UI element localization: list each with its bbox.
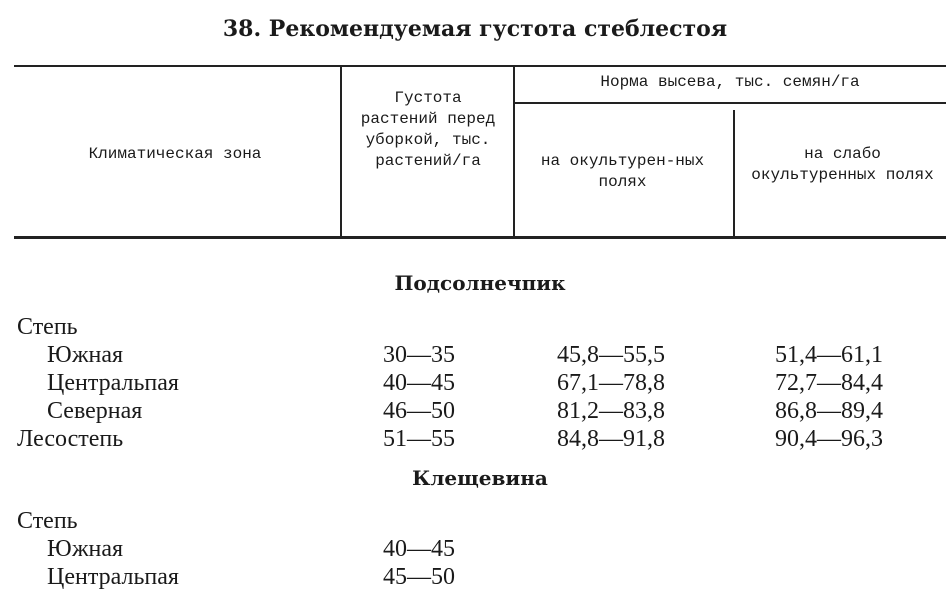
header-bottom-rule: [14, 236, 946, 239]
density-cell: 46—50: [383, 398, 455, 424]
zone-cell: Северная: [47, 398, 143, 424]
weak-cell: 90,4—96,3: [775, 426, 883, 452]
density-cell: 45—50: [383, 564, 455, 590]
table-title: 38. Рекомендуемая густота стеблестоя: [222, 16, 728, 42]
header-cultivated: на окультурен-ных полях: [540, 152, 705, 191]
cultivated-cell: 67,1—78,8: [557, 370, 665, 396]
header-zone: Климатическая зона: [88, 145, 262, 163]
density-cell: 51—55: [383, 426, 455, 452]
section-heading: Подсолнечпик: [394, 271, 566, 295]
header-seeding-norm: Норма высева, тыс. семян/га: [600, 73, 860, 91]
header-density: Густота растений перед уборкой, тыс. растений/га: [360, 89, 496, 170]
header-weakly-cultivated: на слабо окультуренных полях: [751, 145, 934, 184]
header-subrule: [514, 102, 946, 104]
cultivated-cell: 81,2—83,8: [557, 398, 665, 424]
zone-cell: Центральпая: [47, 370, 179, 396]
table-top-rule: [14, 65, 946, 67]
zone-group: Степь: [17, 314, 78, 340]
weak-cell: 51,4—61,1: [775, 342, 883, 368]
section-heading: Клещевина: [412, 466, 548, 490]
cultivated-cell: 84,8—91,8: [557, 426, 665, 452]
zone-cell: Южная: [47, 536, 124, 562]
weak-cell: 72,7—84,4: [775, 370, 883, 396]
weak-cell: 86,8—89,4: [775, 398, 883, 424]
density-cell: 40—45: [383, 370, 455, 396]
zone-cell: Лесостепь: [17, 426, 124, 452]
zone-cell: Центральпая: [47, 564, 179, 590]
column-divider: [733, 110, 735, 237]
zone-group: Степь: [17, 508, 78, 534]
column-divider: [340, 66, 342, 237]
density-cell: 30—35: [383, 342, 455, 368]
zone-cell: Южная: [47, 342, 124, 368]
density-cell: 40—45: [383, 536, 455, 562]
cultivated-cell: 45,8—55,5: [557, 342, 665, 368]
